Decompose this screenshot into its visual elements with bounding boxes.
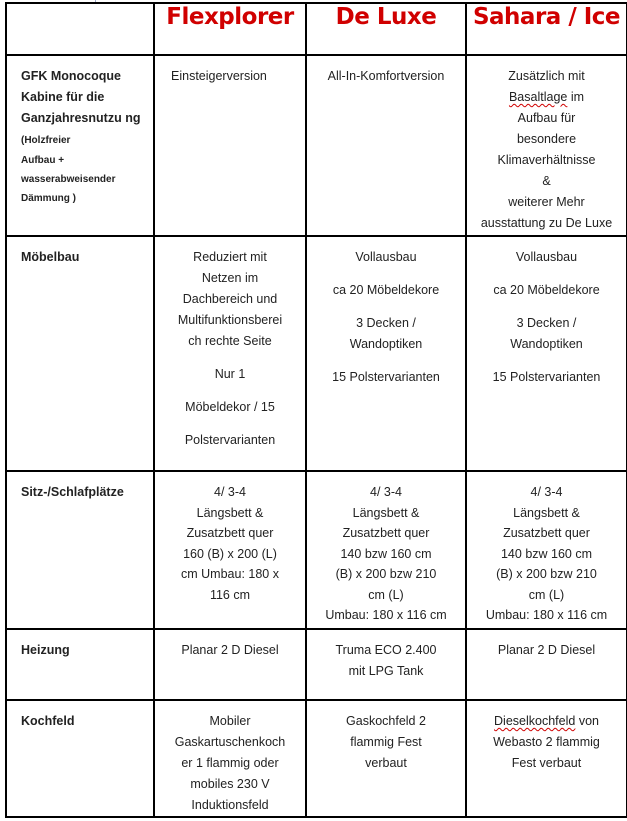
cell-flexplorer-heizung: Planar 2 D Diesel	[154, 629, 306, 700]
header-sahara-ice: Sahara / Ice	[466, 3, 627, 55]
cell-flexplorer-kabine: Einsteigerversion	[154, 55, 306, 236]
header-deluxe: De Luxe	[306, 3, 466, 55]
header-empty-cell	[6, 3, 154, 55]
row-label-schlafplaetze: Sitz-/Schlafplätze	[6, 471, 154, 629]
spellcheck-word: Basaltlage	[508, 90, 568, 104]
cell-sahara-schlafplaetze: 4/ 3-4 Längsbett & Zusatzbett quer 140 bzw 160 cm (B) x 200 bzw 210 cm (L) Umbau: 180 x 116 cm	[466, 471, 627, 629]
row-label-kabine: GFK Monocoque Kabine für die Ganzjahresnutzu ng (Holzfreier Aufbau + wasserabweisender Dämmung )	[6, 55, 154, 236]
cell-deluxe-heizung: Truma ECO 2.400 mit LPG Tank	[306, 629, 466, 700]
table-row	[6, 629, 627, 700]
cell-deluxe-moebelbau: Vollausbau ca 20 Möbeldekore 3 Decken / Wandoptiken 15 Polstervarianten	[306, 236, 466, 471]
table-row	[6, 471, 627, 629]
header-flexplorer: Flexplorer	[154, 3, 306, 55]
cell-flexplorer-kochfeld: Mobiler Gaskartuschenkoch er 1 flammig oder mobiles 230 V Induktionsfeld	[154, 700, 306, 817]
header-row	[6, 3, 627, 55]
cell-flexplorer-schlafplaetze: 4/ 3-4 Längsbett & Zusatzbett quer 160 (B) x 200 (L) cm Umbau: 180 x 116 cm	[154, 471, 306, 629]
table-row	[6, 236, 627, 471]
cell-sahara-moebelbau: Vollausbau ca 20 Möbeldekore 3 Decken / Wandoptiken 15 Polstervarianten	[466, 236, 627, 471]
row-label-kochfeld: Kochfeld	[6, 700, 154, 817]
row-label-heizung: Heizung	[6, 629, 154, 700]
spellcheck-word: Dieselkochfeld	[494, 714, 576, 728]
table-row	[6, 700, 627, 817]
comparison-table	[5, 2, 627, 818]
cell-deluxe-kochfeld: Gaskochfeld 2 flammig Fest verbaut	[306, 700, 466, 817]
cell-deluxe-kabine: All-In-Komfortversion	[306, 55, 466, 236]
cell-flexplorer-moebelbau: Reduziert mit Netzen im Dachbereich und Multifunktionsberei ch rechte Seite Nur 1 Möbeldekor / 15 Polstervarianten	[154, 236, 306, 471]
table-row	[6, 55, 627, 236]
cell-sahara-kabine: Zusätzlich mit Basaltlage im Aufbau für besondere Klimaverhältnisse & weiterer Mehr ausstattung zu De Luxe	[466, 55, 627, 236]
cell-deluxe-schlafplaetze: 4/ 3-4 Längsbett & Zusatzbett quer 140 bzw 160 cm (B) x 200 bzw 210 cm (L) Umbau: 180 x 116 cm	[306, 471, 466, 629]
cell-sahara-heizung: Planar 2 D Diesel	[466, 629, 627, 700]
cell-sahara-kochfeld: Dieselkochfeld von Webasto 2 flammig Fest verbaut	[466, 700, 627, 817]
row-label-moebelbau: Möbelbau	[6, 236, 154, 471]
